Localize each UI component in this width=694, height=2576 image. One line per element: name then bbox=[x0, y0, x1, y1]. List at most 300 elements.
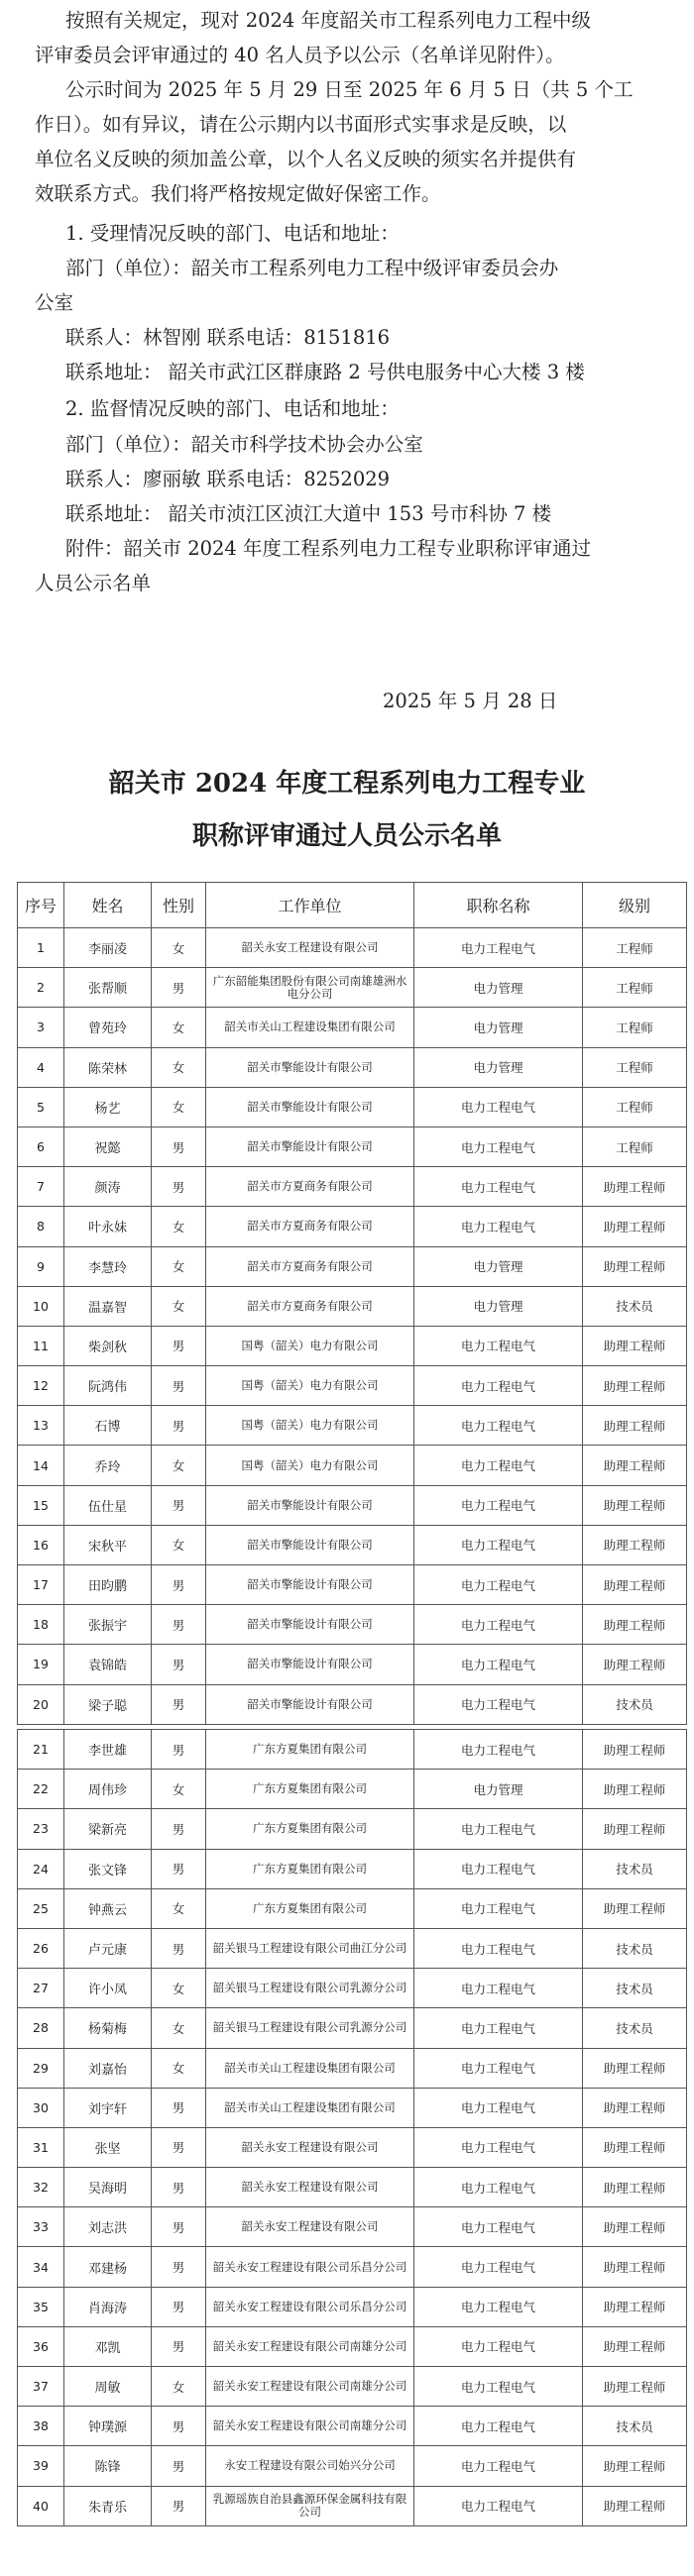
notice-line: 效联系方式。我们将严格按规定做好保密工作。 bbox=[35, 182, 441, 205]
cell-gender: 女 bbox=[152, 1770, 206, 1809]
cell-title: 电力工程电气 bbox=[414, 2168, 583, 2207]
cell-gender: 男 bbox=[152, 1366, 206, 1406]
cell-index: 10 bbox=[18, 1286, 64, 1326]
cell-level: 助理工程师 bbox=[583, 1246, 687, 1286]
cell-index: 27 bbox=[18, 1969, 64, 2008]
cell-level: 助理工程师 bbox=[583, 2168, 687, 2207]
cell-name: 钟燕云 bbox=[64, 1888, 152, 1928]
cell-index: 1 bbox=[18, 928, 64, 968]
cell-index: 7 bbox=[18, 1167, 64, 1207]
table-row bbox=[18, 1008, 687, 1047]
cell-title: 电力工程电气 bbox=[414, 1366, 583, 1406]
cell-title: 电力工程电气 bbox=[414, 1207, 583, 1246]
cell-name: 周敏 bbox=[64, 2367, 152, 2407]
cell-unit: 韶关永安工程建设有限公司南雄分公司 bbox=[206, 2407, 414, 2446]
cell-title: 电力工程电气 bbox=[414, 1446, 583, 1485]
table-row bbox=[18, 2168, 687, 2207]
cell-title: 电力工程电气 bbox=[414, 2048, 583, 2088]
cell-level: 助理工程师 bbox=[583, 1406, 687, 1446]
cell-unit: 韶关银马工程建设有限公司乳源分公司 bbox=[206, 1969, 414, 2008]
cell-name: 吴海明 bbox=[64, 2168, 152, 2207]
cell-unit: 韶关市擎能设计有限公司 bbox=[206, 1684, 414, 1724]
table-row bbox=[18, 1326, 687, 1365]
cell-title: 电力管理 bbox=[414, 968, 583, 1008]
cell-gender: 女 bbox=[152, 1207, 206, 1246]
table-row bbox=[18, 1406, 687, 1446]
cell-name: 刘宇轩 bbox=[64, 2088, 152, 2127]
header-gender: 性别 bbox=[152, 883, 206, 928]
cell-unit: 韶关市擎能设计有限公司 bbox=[206, 1645, 414, 1684]
table-row bbox=[18, 2127, 687, 2167]
cell-index: 19 bbox=[18, 1645, 64, 1684]
cell-unit: 韶关市擎能设计有限公司 bbox=[206, 1087, 414, 1127]
cell-level: 助理工程师 bbox=[583, 1326, 687, 1365]
cell-level: 助理工程师 bbox=[583, 1645, 687, 1684]
cell-name: 朱青乐 bbox=[64, 2486, 152, 2525]
cell-name: 李慧玲 bbox=[64, 1246, 152, 1286]
cell-level: 助理工程师 bbox=[583, 1888, 687, 1928]
cell-level: 技术员 bbox=[583, 2008, 687, 2048]
cell-title: 电力工程电气 bbox=[414, 928, 583, 968]
cell-name: 伍仕星 bbox=[64, 1485, 152, 1525]
cell-name: 杨艺 bbox=[64, 1087, 152, 1127]
cell-title: 电力工程电气 bbox=[414, 2088, 583, 2127]
cell-level: 助理工程师 bbox=[583, 2326, 687, 2366]
cell-index: 34 bbox=[18, 2247, 64, 2287]
cell-unit: 韶关永安工程建设有限公司 bbox=[206, 2127, 414, 2167]
cell-level: 助理工程师 bbox=[583, 2127, 687, 2167]
table-row bbox=[18, 1047, 687, 1087]
table-row bbox=[18, 2088, 687, 2127]
cell-title: 电力管理 bbox=[414, 1047, 583, 1087]
table-row bbox=[18, 2446, 687, 2486]
cell-index: 13 bbox=[18, 1406, 64, 1446]
cell-unit: 广东方夏集团有限公司 bbox=[206, 1809, 414, 1849]
cell-level: 助理工程师 bbox=[583, 1809, 687, 1849]
cell-title: 电力工程电气 bbox=[414, 1485, 583, 1525]
cell-index: 24 bbox=[18, 1849, 64, 1888]
cell-level: 工程师 bbox=[583, 1127, 687, 1166]
cell-unit: 国粤（韶关）电力有限公司 bbox=[206, 1326, 414, 1365]
cell-level: 助理工程师 bbox=[583, 2486, 687, 2525]
cell-title: 电力工程电气 bbox=[414, 1730, 583, 1770]
header-name: 姓名 bbox=[64, 883, 152, 928]
cell-gender: 男 bbox=[152, 1809, 206, 1849]
table-row bbox=[18, 1286, 687, 1326]
cell-level: 助理工程师 bbox=[583, 1525, 687, 1564]
cell-title: 电力工程电气 bbox=[414, 1525, 583, 1564]
cell-gender: 女 bbox=[152, 1969, 206, 2008]
cell-title: 电力管理 bbox=[414, 1008, 583, 1047]
cell-level: 工程师 bbox=[583, 968, 687, 1008]
cell-name: 刘志洪 bbox=[64, 2207, 152, 2247]
cell-gender: 女 bbox=[152, 1246, 206, 1286]
cell-index: 3 bbox=[18, 1008, 64, 1047]
cell-unit: 韶关市擎能设计有限公司 bbox=[206, 1525, 414, 1564]
cell-index: 20 bbox=[18, 1684, 64, 1724]
cell-level: 技术员 bbox=[583, 1969, 687, 2008]
cell-gender: 女 bbox=[152, 1888, 206, 1928]
cell-unit: 韶关永安工程建设有限公司 bbox=[206, 2168, 414, 2207]
cell-gender: 男 bbox=[152, 2168, 206, 2207]
table-row bbox=[18, 1770, 687, 1809]
cell-unit: 国粤（韶关）电力有限公司 bbox=[206, 1446, 414, 1485]
cell-index: 40 bbox=[18, 2486, 64, 2525]
cell-name: 田昀鹏 bbox=[64, 1565, 152, 1605]
cell-title: 电力工程电气 bbox=[414, 1605, 583, 1645]
cell-title: 电力工程电气 bbox=[414, 1809, 583, 1849]
cell-name: 石博 bbox=[64, 1406, 152, 1446]
cell-gender: 女 bbox=[152, 928, 206, 968]
cell-gender: 男 bbox=[152, 2486, 206, 2525]
cell-index: 14 bbox=[18, 1446, 64, 1485]
table-row bbox=[18, 2326, 687, 2366]
cell-index: 23 bbox=[18, 1809, 64, 1849]
notice-line: 联系地址： 韶关市武江区群康路 2 号供电服务中心大楼 3 楼 bbox=[65, 361, 585, 383]
cell-level: 工程师 bbox=[583, 1047, 687, 1087]
cell-level: 助理工程师 bbox=[583, 1167, 687, 1207]
cell-name: 李世雄 bbox=[64, 1730, 152, 1770]
cell-title: 电力工程电气 bbox=[414, 2247, 583, 2287]
cell-title: 电力工程电气 bbox=[414, 1167, 583, 1207]
cell-index: 4 bbox=[18, 1047, 64, 1087]
cell-gender: 女 bbox=[152, 1008, 206, 1047]
roster-table-part1 bbox=[17, 882, 687, 1725]
cell-unit: 广东韶能集团股份有限公司南雄雄洲水电分公司 bbox=[206, 968, 414, 1008]
cell-title: 电力工程电气 bbox=[414, 1565, 583, 1605]
cell-gender: 女 bbox=[152, 1446, 206, 1485]
cell-index: 9 bbox=[18, 1246, 64, 1286]
cell-name: 宋秋平 bbox=[64, 1525, 152, 1564]
notice-line: 作日）。如有异议，请在公示期内以书面形式实事求是反映，以 bbox=[35, 113, 567, 136]
cell-name: 邓凯 bbox=[64, 2326, 152, 2366]
cell-title: 电力工程电气 bbox=[414, 1928, 583, 1968]
cell-gender: 女 bbox=[152, 1286, 206, 1326]
cell-index: 30 bbox=[18, 2088, 64, 2127]
notice-line: 按照有关规定，现对 2024 年度韶关市工程系列电力工程中级 bbox=[65, 9, 592, 32]
table-row bbox=[18, 1605, 687, 1645]
cell-unit: 韶关市擎能设计有限公司 bbox=[206, 1485, 414, 1525]
cell-level: 助理工程师 bbox=[583, 2367, 687, 2407]
table-row bbox=[18, 2008, 687, 2048]
table-row bbox=[18, 1928, 687, 1968]
cell-title: 电力工程电气 bbox=[414, 2486, 583, 2525]
cell-name: 张帮顺 bbox=[64, 968, 152, 1008]
cell-unit: 韶关永安工程建设有限公司 bbox=[206, 928, 414, 968]
cell-title: 电力管理 bbox=[414, 1770, 583, 1809]
table-row bbox=[18, 1485, 687, 1525]
cell-name: 梁新亮 bbox=[64, 1809, 152, 1849]
cell-gender: 男 bbox=[152, 1645, 206, 1684]
table-row bbox=[18, 2367, 687, 2407]
cell-title: 电力工程电气 bbox=[414, 1087, 583, 1127]
table-row bbox=[18, 1969, 687, 2008]
cell-name: 张振宇 bbox=[64, 1605, 152, 1645]
roster-table-part2 bbox=[17, 1729, 687, 2526]
cell-name: 陈锋 bbox=[64, 2446, 152, 2486]
cell-level: 助理工程师 bbox=[583, 1446, 687, 1485]
cell-name: 陈荣林 bbox=[64, 1047, 152, 1087]
table-row bbox=[18, 1645, 687, 1684]
notice-line: 单位名义反映的须加盖公章，以个人名义反映的须实名并提供有 bbox=[35, 148, 577, 170]
table-row bbox=[18, 1446, 687, 1485]
notice-line: 公室 bbox=[35, 291, 74, 314]
cell-title: 电力工程电气 bbox=[414, 1127, 583, 1166]
header-index: 序号 bbox=[18, 883, 64, 928]
cell-index: 12 bbox=[18, 1366, 64, 1406]
cell-gender: 男 bbox=[152, 2407, 206, 2446]
cell-gender: 男 bbox=[152, 2207, 206, 2247]
list-title-line1: 韶关市 2024 年度工程系列电力工程专业 bbox=[108, 769, 586, 799]
table-row bbox=[18, 1246, 687, 1286]
cell-unit: 广东方夏集团有限公司 bbox=[206, 1770, 414, 1809]
table-row bbox=[18, 1207, 687, 1246]
cell-name: 曾苑玲 bbox=[64, 1008, 152, 1047]
cell-title: 电力工程电气 bbox=[414, 1406, 583, 1446]
cell-unit: 广东方夏集团有限公司 bbox=[206, 1888, 414, 1928]
cell-unit: 韶关市方夏商务有限公司 bbox=[206, 1207, 414, 1246]
cell-index: 6 bbox=[18, 1127, 64, 1166]
cell-level: 助理工程师 bbox=[583, 2247, 687, 2287]
table-header-row bbox=[18, 883, 687, 928]
list-title-line2: 职称评审通过人员公示名单 bbox=[191, 821, 502, 851]
cell-gender: 男 bbox=[152, 1849, 206, 1888]
cell-unit: 广东方夏集团有限公司 bbox=[206, 1730, 414, 1770]
cell-unit: 韶关市擎能设计有限公司 bbox=[206, 1047, 414, 1087]
cell-title: 电力管理 bbox=[414, 1286, 583, 1326]
cell-unit: 韶关市擎能设计有限公司 bbox=[206, 1127, 414, 1166]
cell-index: 39 bbox=[18, 2446, 64, 2486]
notice-line: 联系人：廖丽敏 联系电话：8252029 bbox=[65, 468, 391, 490]
cell-name: 钟璞源 bbox=[64, 2407, 152, 2446]
cell-name: 许小凤 bbox=[64, 1969, 152, 2008]
cell-index: 25 bbox=[18, 1888, 64, 1928]
cell-level: 助理工程师 bbox=[583, 2446, 687, 2486]
cell-unit: 韶关市方夏商务有限公司 bbox=[206, 1246, 414, 1286]
cell-index: 38 bbox=[18, 2407, 64, 2446]
cell-unit: 国粤（韶关）电力有限公司 bbox=[206, 1406, 414, 1446]
cell-title: 电力工程电气 bbox=[414, 2127, 583, 2167]
cell-level: 技术员 bbox=[583, 1286, 687, 1326]
cell-index: 28 bbox=[18, 2008, 64, 2048]
cell-name: 肖海涛 bbox=[64, 2287, 152, 2326]
cell-name: 梁子聪 bbox=[64, 1684, 152, 1724]
cell-index: 37 bbox=[18, 2367, 64, 2407]
cell-name: 邓建杨 bbox=[64, 2247, 152, 2287]
cell-gender: 男 bbox=[152, 1167, 206, 1207]
cell-gender: 男 bbox=[152, 2247, 206, 2287]
notice-line: 评审委员会评审通过的 40 名人员予以公示（名单详见附件）。 bbox=[35, 44, 565, 66]
table-row bbox=[18, 1366, 687, 1406]
cell-level: 助理工程师 bbox=[583, 1730, 687, 1770]
cell-title: 电力工程电气 bbox=[414, 1326, 583, 1365]
table-row bbox=[18, 1167, 687, 1207]
cell-level: 助理工程师 bbox=[583, 1565, 687, 1605]
cell-unit: 韶关永安工程建设有限公司乐昌分公司 bbox=[206, 2287, 414, 2326]
cell-gender: 男 bbox=[152, 1326, 206, 1365]
cell-name: 阮鸿伟 bbox=[64, 1366, 152, 1406]
cell-unit: 韶关银马工程建设有限公司曲江分公司 bbox=[206, 1928, 414, 1968]
cell-name: 袁锦皓 bbox=[64, 1645, 152, 1684]
cell-title: 电力工程电气 bbox=[414, 2287, 583, 2326]
cell-title: 电力工程电气 bbox=[414, 1684, 583, 1724]
notice-line: 人员公示名单 bbox=[35, 572, 152, 594]
cell-title: 电力工程电气 bbox=[414, 2367, 583, 2407]
cell-level: 工程师 bbox=[583, 1087, 687, 1127]
cell-gender: 男 bbox=[152, 1406, 206, 1446]
cell-title: 电力工程电气 bbox=[414, 2326, 583, 2366]
table-row bbox=[18, 1809, 687, 1849]
cell-level: 助理工程师 bbox=[583, 2207, 687, 2247]
cell-name: 李丽凌 bbox=[64, 928, 152, 968]
cell-index: 22 bbox=[18, 1770, 64, 1809]
cell-level: 工程师 bbox=[583, 1008, 687, 1047]
cell-index: 35 bbox=[18, 2287, 64, 2326]
cell-unit: 韶关永安工程建设有限公司乐昌分公司 bbox=[206, 2247, 414, 2287]
header-level: 级别 bbox=[583, 883, 687, 928]
cell-index: 29 bbox=[18, 2048, 64, 2088]
cell-gender: 男 bbox=[152, 1730, 206, 1770]
cell-index: 2 bbox=[18, 968, 64, 1008]
cell-index: 21 bbox=[18, 1730, 64, 1770]
cell-gender: 女 bbox=[152, 2367, 206, 2407]
table-row bbox=[18, 1684, 687, 1724]
cell-unit: 韶关市擎能设计有限公司 bbox=[206, 1605, 414, 1645]
cell-level: 助理工程师 bbox=[583, 1207, 687, 1246]
cell-name: 祝懿 bbox=[64, 1127, 152, 1166]
cell-gender: 男 bbox=[152, 1127, 206, 1166]
cell-gender: 女 bbox=[152, 2008, 206, 2048]
table-row bbox=[18, 968, 687, 1008]
cell-index: 18 bbox=[18, 1605, 64, 1645]
table-row bbox=[18, 2407, 687, 2446]
cell-unit: 韶关永安工程建设有限公司南雄分公司 bbox=[206, 2326, 414, 2366]
cell-gender: 男 bbox=[152, 1684, 206, 1724]
cell-level: 技术员 bbox=[583, 1928, 687, 1968]
cell-index: 32 bbox=[18, 2168, 64, 2207]
cell-index: 33 bbox=[18, 2207, 64, 2247]
table-row bbox=[18, 1525, 687, 1564]
cell-title: 电力工程电气 bbox=[414, 1849, 583, 1888]
cell-title: 电力工程电气 bbox=[414, 2446, 583, 2486]
cell-name: 杨菊梅 bbox=[64, 2008, 152, 2048]
cell-name: 温嘉智 bbox=[64, 1286, 152, 1326]
cell-gender: 男 bbox=[152, 2287, 206, 2326]
cell-unit: 韶关市关山工程建设集团有限公司 bbox=[206, 2048, 414, 2088]
notice-date: 2025 年 5 月 28 日 bbox=[383, 690, 558, 712]
cell-unit: 国粤（韶关）电力有限公司 bbox=[206, 1366, 414, 1406]
cell-index: 8 bbox=[18, 1207, 64, 1246]
cell-index: 36 bbox=[18, 2326, 64, 2366]
cell-unit: 韶关市方夏商务有限公司 bbox=[206, 1167, 414, 1207]
cell-index: 5 bbox=[18, 1087, 64, 1127]
table-row bbox=[18, 1730, 687, 1770]
cell-index: 11 bbox=[18, 1326, 64, 1365]
cell-title: 电力工程电气 bbox=[414, 2407, 583, 2446]
cell-name: 张文锋 bbox=[64, 1849, 152, 1888]
cell-unit: 永安工程建设有限公司始兴分公司 bbox=[206, 2446, 414, 2486]
cell-unit: 乳源瑶族自治县鑫源环保金属科技有限公司 bbox=[206, 2486, 414, 2525]
cell-level: 助理工程师 bbox=[583, 2048, 687, 2088]
cell-title: 电力管理 bbox=[414, 1246, 583, 1286]
cell-gender: 女 bbox=[152, 1087, 206, 1127]
table-row bbox=[18, 2287, 687, 2326]
cell-level: 技术员 bbox=[583, 1849, 687, 1888]
cell-title: 电力工程电气 bbox=[414, 2207, 583, 2247]
cell-level: 助理工程师 bbox=[583, 1770, 687, 1809]
cell-gender: 女 bbox=[152, 1047, 206, 1087]
cell-unit: 韶关市关山工程建设集团有限公司 bbox=[206, 2088, 414, 2127]
cell-gender: 男 bbox=[152, 1485, 206, 1525]
cell-unit: 韶关永安工程建设有限公司 bbox=[206, 2207, 414, 2247]
table-row bbox=[18, 1565, 687, 1605]
cell-gender: 男 bbox=[152, 2127, 206, 2167]
cell-gender: 男 bbox=[152, 1928, 206, 1968]
notice-line: 部门（单位）：韶关市工程系列电力工程中级评审委员会办 bbox=[65, 257, 559, 279]
cell-level: 助理工程师 bbox=[583, 1485, 687, 1525]
cell-index: 16 bbox=[18, 1525, 64, 1564]
cell-unit: 韶关市关山工程建设集团有限公司 bbox=[206, 1008, 414, 1047]
cell-gender: 女 bbox=[152, 1525, 206, 1564]
header-title: 职称名称 bbox=[414, 883, 583, 928]
cell-index: 31 bbox=[18, 2127, 64, 2167]
cell-name: 柴剑秋 bbox=[64, 1326, 152, 1365]
cell-name: 刘嘉怡 bbox=[64, 2048, 152, 2088]
cell-level: 技术员 bbox=[583, 2407, 687, 2446]
notice-line: 公示时间为 2025 年 5 月 29 日至 2025 年 6 月 5 日（共 5 个工 bbox=[65, 78, 634, 101]
table-row bbox=[18, 928, 687, 968]
header-unit: 工作单位 bbox=[206, 883, 414, 928]
cell-gender: 男 bbox=[152, 2446, 206, 2486]
cell-gender: 男 bbox=[152, 2326, 206, 2366]
cell-gender: 女 bbox=[152, 2048, 206, 2088]
cell-index: 17 bbox=[18, 1565, 64, 1605]
cell-title: 电力工程电气 bbox=[414, 2008, 583, 2048]
notice-line: 2. 监督情况反映的部门、电话和地址： bbox=[65, 397, 400, 420]
cell-gender: 男 bbox=[152, 2088, 206, 2127]
cell-level: 助理工程师 bbox=[583, 1366, 687, 1406]
cell-name: 周伟珍 bbox=[64, 1770, 152, 1809]
cell-level: 助理工程师 bbox=[583, 1605, 687, 1645]
notice-line: 联系人：林智刚 联系电话：8151816 bbox=[65, 326, 391, 349]
table-row bbox=[18, 2207, 687, 2247]
cell-unit: 广东方夏集团有限公司 bbox=[206, 1849, 414, 1888]
cell-title: 电力工程电气 bbox=[414, 1969, 583, 2008]
cell-gender: 男 bbox=[152, 1565, 206, 1605]
table-row bbox=[18, 2247, 687, 2287]
cell-index: 15 bbox=[18, 1485, 64, 1525]
table-row bbox=[18, 2486, 687, 2525]
table-row bbox=[18, 1087, 687, 1127]
cell-name: 乔玲 bbox=[64, 1446, 152, 1485]
cell-level: 工程师 bbox=[583, 928, 687, 968]
cell-title: 电力工程电气 bbox=[414, 1888, 583, 1928]
notice-line: 部门（单位）：韶关市科学技术协会办公室 bbox=[65, 433, 423, 456]
cell-name: 张坚 bbox=[64, 2127, 152, 2167]
cell-gender: 男 bbox=[152, 968, 206, 1008]
notice-line: 1. 受理情况反映的部门、电话和地址： bbox=[65, 222, 400, 245]
cell-unit: 韶关市方夏商务有限公司 bbox=[206, 1286, 414, 1326]
notice-line: 联系地址： 韶关市浈江区浈江大道中 153 号市科协 7 楼 bbox=[65, 502, 552, 525]
table-row bbox=[18, 1849, 687, 1888]
table-row bbox=[18, 2048, 687, 2088]
cell-name: 卢元康 bbox=[64, 1928, 152, 1968]
table-row bbox=[18, 1127, 687, 1166]
cell-unit: 韶关市擎能设计有限公司 bbox=[206, 1565, 414, 1605]
cell-level: 助理工程师 bbox=[583, 2088, 687, 2127]
table-row bbox=[18, 1888, 687, 1928]
cell-name: 叶永妹 bbox=[64, 1207, 152, 1246]
